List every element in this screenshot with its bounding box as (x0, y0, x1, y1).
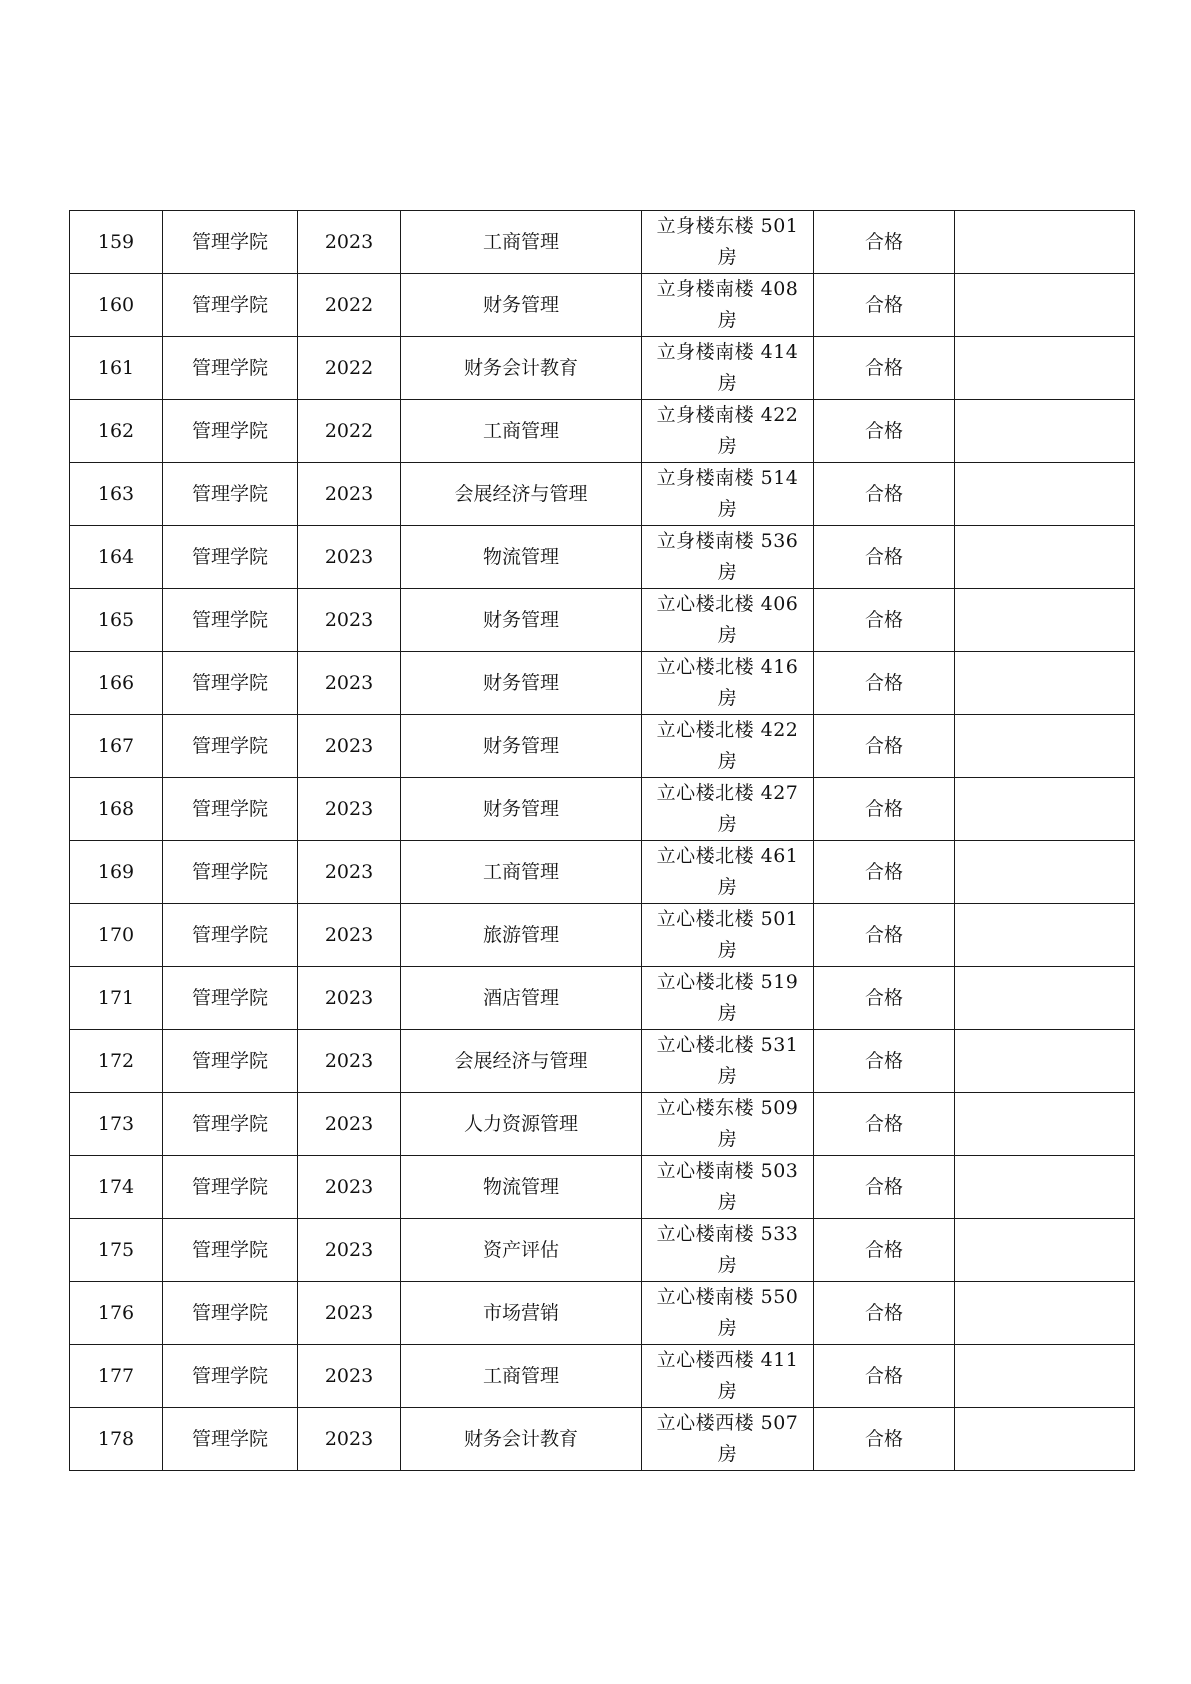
cell-room (642, 1093, 814, 1156)
cell-room (642, 463, 814, 526)
cell-college: 管理学院 (163, 778, 298, 841)
cell-room (642, 526, 814, 589)
cell-year: 2023 (298, 1156, 401, 1219)
cell-major: 财务会计教育 (401, 337, 642, 400)
cell-note (955, 400, 1135, 463)
cell-note (955, 1219, 1135, 1282)
room-text: 立心楼南楼 550 房 (656, 1286, 799, 1339)
table-row (70, 778, 1135, 841)
cell-college: 管理学院 (163, 652, 298, 715)
cell-result: 合格 (814, 1030, 955, 1093)
cell-year: 2023 (298, 526, 401, 589)
room-text: 立身楼南楼 536 房 (656, 530, 799, 583)
table-row (70, 463, 1135, 526)
cell-number: 168 (70, 778, 163, 841)
cell-year: 2023 (298, 715, 401, 778)
cell-year: 2023 (298, 1282, 401, 1345)
cell-major: 财务管理 (401, 778, 642, 841)
cell-major: 工商管理 (401, 841, 642, 904)
cell-number: 164 (70, 526, 163, 589)
table-row (70, 1030, 1135, 1093)
table-row (70, 526, 1135, 589)
cell-room (642, 274, 814, 337)
cell-note (955, 211, 1135, 274)
cell-college: 管理学院 (163, 1093, 298, 1156)
cell-room (642, 1282, 814, 1345)
cell-room (642, 778, 814, 841)
cell-major: 财务会计教育 (401, 1408, 642, 1471)
cell-result: 合格 (814, 400, 955, 463)
cell-college: 管理学院 (163, 1408, 298, 1471)
cell-year: 2023 (298, 1345, 401, 1408)
cell-note (955, 652, 1135, 715)
cell-major: 工商管理 (401, 1345, 642, 1408)
cell-note (955, 967, 1135, 1030)
table-row (70, 715, 1135, 778)
cell-college: 管理学院 (163, 715, 298, 778)
room-text: 立心楼北楼 422 房 (656, 719, 799, 772)
cell-result: 合格 (814, 1345, 955, 1408)
cell-year: 2023 (298, 967, 401, 1030)
room-text: 立身楼南楼 408 房 (656, 278, 799, 331)
cell-year: 2022 (298, 400, 401, 463)
cell-room (642, 211, 814, 274)
room-text: 立心楼东楼 509 房 (656, 1097, 799, 1150)
cell-year: 2023 (298, 652, 401, 715)
cell-number: 162 (70, 400, 163, 463)
cell-major: 工商管理 (401, 211, 642, 274)
room-text: 立心楼北楼 416 房 (656, 656, 799, 709)
cell-room (642, 1408, 814, 1471)
cell-major: 财务管理 (401, 589, 642, 652)
cell-note (955, 274, 1135, 337)
cell-college: 管理学院 (163, 400, 298, 463)
cell-result: 合格 (814, 274, 955, 337)
table-row (70, 967, 1135, 1030)
cell-result: 合格 (814, 1219, 955, 1282)
cell-note (955, 337, 1135, 400)
cell-college: 管理学院 (163, 1156, 298, 1219)
cell-number: 176 (70, 1282, 163, 1345)
room-text: 立心楼南楼 533 房 (656, 1223, 799, 1276)
cell-year: 2022 (298, 274, 401, 337)
cell-room (642, 967, 814, 1030)
cell-major: 物流管理 (401, 1156, 642, 1219)
cell-result: 合格 (814, 715, 955, 778)
cell-room (642, 1030, 814, 1093)
cell-result: 合格 (814, 652, 955, 715)
cell-college: 管理学院 (163, 211, 298, 274)
cell-result: 合格 (814, 1282, 955, 1345)
cell-number: 159 (70, 211, 163, 274)
cell-note (955, 715, 1135, 778)
cell-note (955, 463, 1135, 526)
cell-year: 2023 (298, 463, 401, 526)
cell-major: 物流管理 (401, 526, 642, 589)
cell-note (955, 1345, 1135, 1408)
cell-year: 2023 (298, 1030, 401, 1093)
table-row (70, 1093, 1135, 1156)
cell-result: 合格 (814, 589, 955, 652)
cell-major: 人力资源管理 (401, 1093, 642, 1156)
cell-number: 175 (70, 1219, 163, 1282)
cell-college: 管理学院 (163, 1219, 298, 1282)
cell-number: 167 (70, 715, 163, 778)
cell-college: 管理学院 (163, 526, 298, 589)
cell-number: 177 (70, 1345, 163, 1408)
cell-room (642, 904, 814, 967)
cell-result: 合格 (814, 904, 955, 967)
cell-note (955, 1093, 1135, 1156)
cell-major: 财务管理 (401, 274, 642, 337)
cell-major: 财务管理 (401, 652, 642, 715)
cell-major: 工商管理 (401, 400, 642, 463)
cell-number: 160 (70, 274, 163, 337)
room-text: 立身楼南楼 414 房 (656, 341, 799, 394)
cell-result: 合格 (814, 967, 955, 1030)
cell-major: 旅游管理 (401, 904, 642, 967)
cell-year: 2023 (298, 1093, 401, 1156)
cell-major: 财务管理 (401, 715, 642, 778)
cell-note (955, 1408, 1135, 1471)
cell-year: 2023 (298, 1408, 401, 1471)
room-text: 立心楼西楼 411 房 (656, 1349, 799, 1402)
table-row (70, 652, 1135, 715)
table-row (70, 1282, 1135, 1345)
cell-room (642, 841, 814, 904)
cell-year: 2022 (298, 337, 401, 400)
table-row (70, 1345, 1135, 1408)
cell-room (642, 1219, 814, 1282)
room-text: 立心楼北楼 461 房 (656, 845, 799, 898)
cell-result: 合格 (814, 778, 955, 841)
cell-number: 165 (70, 589, 163, 652)
room-text: 立心楼北楼 427 房 (656, 782, 799, 835)
cell-number: 172 (70, 1030, 163, 1093)
cell-result: 合格 (814, 463, 955, 526)
cell-number: 166 (70, 652, 163, 715)
cell-college: 管理学院 (163, 337, 298, 400)
cell-college: 管理学院 (163, 274, 298, 337)
cell-major: 酒店管理 (401, 967, 642, 1030)
cell-major: 市场营销 (401, 1282, 642, 1345)
cell-note (955, 1030, 1135, 1093)
cell-result: 合格 (814, 1156, 955, 1219)
cell-room (642, 652, 814, 715)
table-row (70, 1156, 1135, 1219)
table-row (70, 400, 1135, 463)
cell-note (955, 589, 1135, 652)
cell-result: 合格 (814, 1093, 955, 1156)
cell-major: 会展经济与管理 (401, 463, 642, 526)
room-text: 立心楼北楼 406 房 (656, 593, 799, 646)
cell-result: 合格 (814, 1408, 955, 1471)
table-row (70, 1408, 1135, 1471)
cell-year: 2023 (298, 904, 401, 967)
cell-college: 管理学院 (163, 589, 298, 652)
room-text: 立身楼东楼 501 房 (656, 215, 799, 268)
cell-major: 资产评估 (401, 1219, 642, 1282)
room-text: 立身楼南楼 514 房 (656, 467, 799, 520)
table-body (70, 211, 1135, 1471)
cell-note (955, 526, 1135, 589)
cell-room (642, 715, 814, 778)
cell-note (955, 841, 1135, 904)
cell-number: 174 (70, 1156, 163, 1219)
cell-college: 管理学院 (163, 463, 298, 526)
room-text: 立心楼西楼 507 房 (656, 1412, 799, 1465)
cell-note (955, 778, 1135, 841)
table-row (70, 589, 1135, 652)
cell-college: 管理学院 (163, 841, 298, 904)
cell-year: 2023 (298, 778, 401, 841)
cell-result: 合格 (814, 337, 955, 400)
cell-year: 2023 (298, 211, 401, 274)
cell-note (955, 904, 1135, 967)
room-text: 立心楼北楼 531 房 (656, 1034, 799, 1087)
room-text: 立心楼南楼 503 房 (656, 1160, 799, 1213)
cell-college: 管理学院 (163, 1345, 298, 1408)
cell-number: 169 (70, 841, 163, 904)
cell-number: 163 (70, 463, 163, 526)
dorm-inspection-table (69, 210, 1135, 1471)
table-row (70, 274, 1135, 337)
cell-room (642, 589, 814, 652)
cell-result: 合格 (814, 841, 955, 904)
cell-result: 合格 (814, 211, 955, 274)
cell-room (642, 1345, 814, 1408)
cell-room (642, 1156, 814, 1219)
cell-college: 管理学院 (163, 904, 298, 967)
cell-year: 2023 (298, 589, 401, 652)
cell-number: 170 (70, 904, 163, 967)
cell-college: 管理学院 (163, 967, 298, 1030)
cell-result: 合格 (814, 526, 955, 589)
cell-number: 161 (70, 337, 163, 400)
room-text: 立心楼北楼 519 房 (656, 971, 799, 1024)
cell-year: 2023 (298, 841, 401, 904)
cell-room (642, 337, 814, 400)
cell-year: 2023 (298, 1219, 401, 1282)
table-row (70, 1219, 1135, 1282)
table-row (70, 211, 1135, 274)
cell-note (955, 1282, 1135, 1345)
table-row (70, 841, 1135, 904)
cell-college: 管理学院 (163, 1282, 298, 1345)
cell-number: 171 (70, 967, 163, 1030)
cell-room (642, 400, 814, 463)
cell-number: 173 (70, 1093, 163, 1156)
room-text: 立身楼南楼 422 房 (656, 404, 799, 457)
cell-college: 管理学院 (163, 1030, 298, 1093)
cell-number: 178 (70, 1408, 163, 1471)
table-row (70, 904, 1135, 967)
cell-major: 会展经济与管理 (401, 1030, 642, 1093)
room-text: 立心楼北楼 501 房 (656, 908, 799, 961)
table-row (70, 337, 1135, 400)
cell-note (955, 1156, 1135, 1219)
